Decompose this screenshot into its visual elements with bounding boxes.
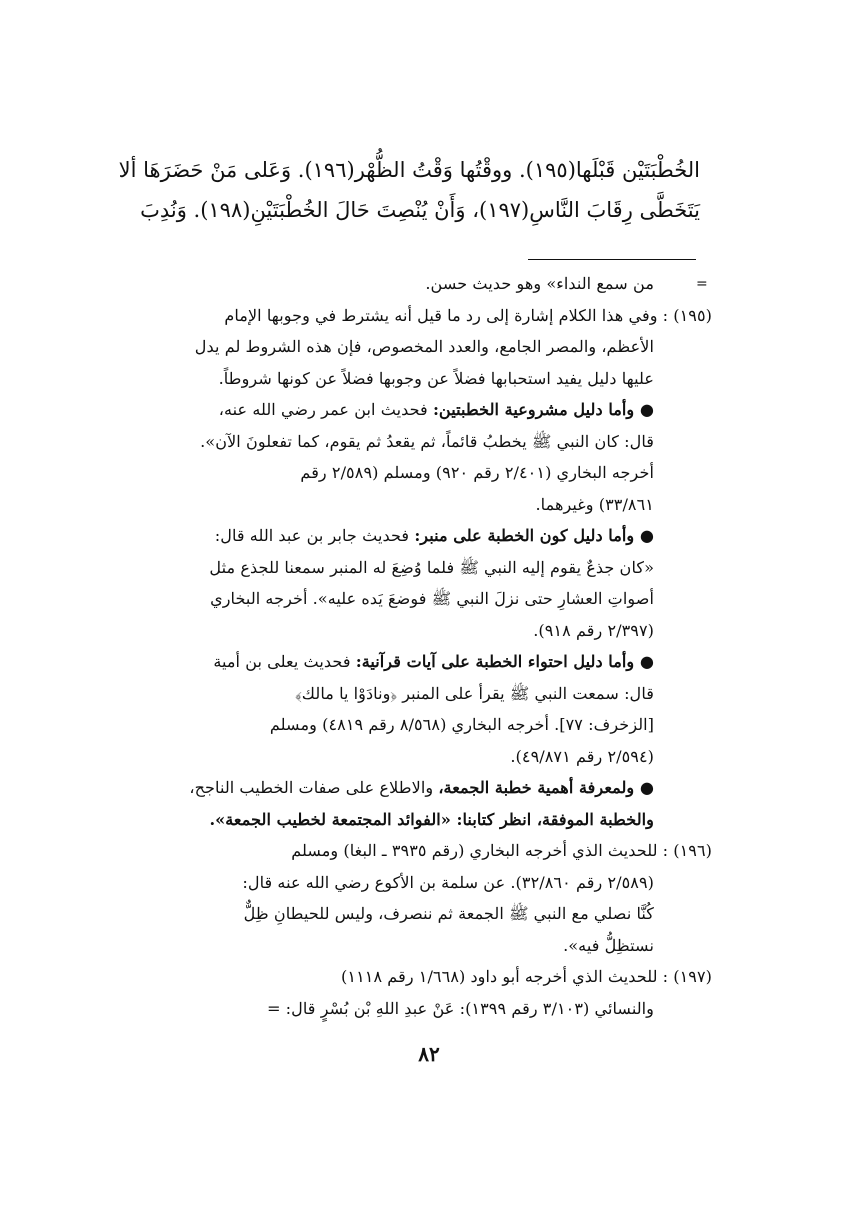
main-text-line: الخُطْبَتَيْن قَبْلَها(١٩٥). ووقْتُها وَقْتُ الظُّهْر(١٩٦). وَعَلى مَنْ حَضَرَهَا ألا (118, 158, 700, 182)
paragraph-heading: ● ولمعرفة أهمية خطبة الجمعة، (438, 778, 654, 797)
footnote-line: كُنَّا نصلي مع النبي ﷺ الجمعة ثم ننصرف، وليس للحيطانِ ظِلٌّ (243, 904, 654, 923)
footnote-195 (160, 300, 712, 836)
footnote-line: (١٩٦) : للحديث الذي أخرجه البخاري (رقم ٣٩٣٥ ـ البغا) ومسلم (291, 841, 712, 860)
footnote-line (160, 646, 712, 678)
footnote-197 (160, 961, 712, 1024)
footnote-text: والاطلاع على صفات الخطيب الناجح، (189, 778, 439, 797)
footnote-line: أخرجه البخاري (٢/٤٠١ رقم ٩٢٠) ومسلم (٢/٥٨٩ رقم (300, 463, 654, 482)
page-number: ٨٢ (418, 1042, 440, 1066)
footnote-line: أصواتِ العشارِ حتى نزلَ النبي ﷺ فوضعَ يَده عليه». أخرجه البخاري (210, 589, 654, 608)
footnote-line (160, 772, 712, 804)
footnote-line: «كان جذعٌ يقوم إليه النبي ﷺ فلما وُضِعَ له المنبر سمعنا للجذع مثل (209, 557, 654, 577)
main-text (118, 150, 700, 230)
footnote-line: قال: سمعت النبي ﷺ يقرأ على المنبر ﴿ونادَوْا يا مالك﴾ (295, 683, 654, 703)
footnote-line: [الزخرف: ٧٧]. أخرجه البخاري (٨/٥٦٨ رقم ٤٨١٩) ومسلم (269, 715, 654, 734)
footnote-continued-line: من سمع النداء» وهو حديث حسن. (425, 274, 654, 293)
footnote-line: والنسائي (٣/١٠٣ رقم ١٣٩٩): عَنْ عبدِ اللهِ بْن بُسْرٍ قال: = (266, 998, 654, 1018)
continuation-mark: = (696, 276, 708, 292)
footnotes (160, 268, 712, 1024)
footnote-196 (160, 835, 712, 961)
footnote-line: ٣٣/٨٦١) وغيرهما. (535, 494, 654, 514)
footnote-line: (٢/٣٩٧ رقم ٩١٨). (533, 620, 654, 640)
footnote-line: عليها دليل يفيد استحبابها فضلاً عن وجوبها فضلاً عن كونها شروطاً. (218, 368, 654, 388)
paragraph-heading: ● وأما دليل مشروعية الخطبتين: (432, 400, 654, 419)
footnote-separator (528, 259, 696, 260)
footnote-line: الأعظم، والمصر الجامع، والعدد المخصوص، فإن هذه الشروط لم يدل (194, 337, 654, 356)
footnote-text: فحديث ابن عمر رضي الله عنه، (218, 400, 433, 419)
footnote-line: (١٩٥) : وفي هذا الكلام إشارة إلى رد ما قيل أنه يشترط في وجوبها الإمام (224, 305, 712, 325)
main-text-line: يَتَخَطَّى رِقَابَ النَّاسِ(١٩٧)، وَأَنْ يُنْصِتَ حَالَ الخُطْبَتَيْنِ(١٩٨). وَنُدِبَ (140, 198, 700, 222)
footnote-text: فحديث يعلى بن أمية (213, 652, 356, 671)
footnote-line (160, 394, 712, 426)
footnote-line: قال: كان النبي ﷺ يخطبُ قائماً، ثم يقعدُ ثم يقوم، كما تفعلونَ الآن». (200, 431, 654, 451)
footnote-line: نستظِلُّ فيه». (563, 935, 654, 955)
footnote-text: فحديث جابر بن عبد الله قال: (214, 526, 415, 545)
paragraph-heading: ● وأما دليل كون الخطبة على منبر: (414, 526, 654, 545)
footnote-line: (٢/٥٩٤ رقم ٤٩/٨٧١). (510, 746, 654, 766)
footnote-line: (١٩٧) : للحديث الذي أخرجه أبو داود (١/٦٦٨ رقم ١١١٨) (341, 967, 712, 986)
paragraph-heading: ● وأما دليل احتواء الخطبة على آيات قرآنية: (355, 652, 654, 671)
footnote-line (160, 520, 712, 552)
footnote-line: (٢/٥٨٩ رقم ٣٢/٨٦٠). عن سلمة بن الأكوع رضي الله عنه قال: (242, 872, 654, 892)
footnote-line: والخطبة الموفقة، انظر كتابنا: «الفوائد المجتمعة لخطيب الجمعة». (209, 809, 654, 829)
